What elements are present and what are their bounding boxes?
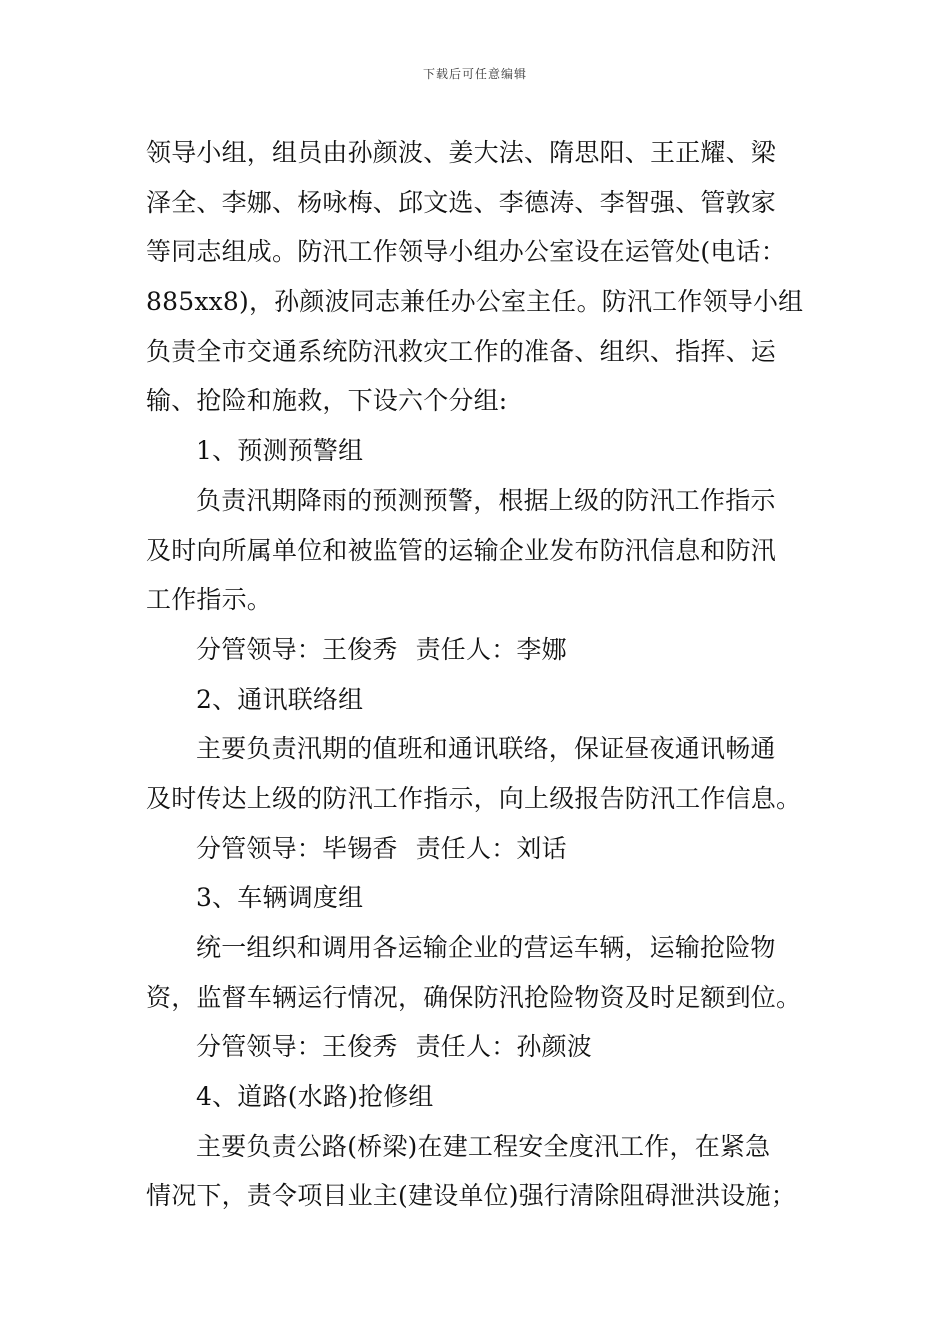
section-heading: 4、道路(水路)抢修组 (196, 1082, 434, 1112)
responsibility-line (146, 1022, 816, 1072)
paragraph-line: 资，监督车辆运行情况，确保防汛抢险物资及时足额到位。 (146, 982, 802, 1012)
leader-label: 分管领导：王俊秀 (196, 1032, 398, 1062)
section-heading: 3、车辆调度组 (196, 883, 364, 913)
owner-label: 责任人：刘话 (415, 833, 567, 863)
paragraph-line: 及时传达上级的防汛工作指示，向上级报告防汛工作信息。 (146, 783, 802, 813)
paragraph-line: 及时向所属单位和被监管的运输企业发布防汛信息和防汛 (146, 535, 777, 565)
responsibility-line (146, 824, 816, 874)
paragraph-line: 等同志组成。防汛工作领导小组办公室设在运管处(电话： (146, 237, 786, 267)
paragraph-line: 主要负责汛期的值班和通讯联络，保证昼夜通讯畅通 (196, 734, 776, 764)
paragraph-line: 工作指示。 (146, 585, 273, 615)
paragraph-line: 负责汛期降雨的预测预警，根据上级的防汛工作指示 (196, 485, 776, 515)
section-heading: 1、预测预警组 (196, 436, 364, 466)
paragraph-line: 统一组织和调用各运输企业的营运车辆，运输抢险物 (196, 933, 776, 962)
leader-label: 分管领导：王俊秀 (196, 634, 398, 664)
section-heading: 2、通讯联络组 (196, 684, 364, 714)
leader-label: 分管领导：毕锡香 (196, 833, 398, 863)
paragraph-line: 泽全、李娜、杨咏梅、邱文选、李德涛、李智强、管敦家 (146, 187, 777, 217)
paragraph-line: 情况下，责令项目业主(建设单位)强行清除阻碍泄洪设施； (146, 1181, 796, 1211)
paragraph-line: 负责全市交通系统防汛救灾工作的准备、组织、指挥、运 (146, 336, 777, 366)
responsibility-line (146, 625, 816, 675)
paragraph-line: 领导小组，组员由孙颜波、姜大法、隋思阳、王正耀、梁 (146, 138, 777, 167)
paragraph-line: 主要负责公路(桥梁)在建工程安全度汛工作，在紧急 (196, 1131, 771, 1161)
document-body (146, 128, 816, 1221)
paragraph-line: 输、抢险和施救，下设六个分组: (146, 386, 508, 416)
owner-label: 责任人：李娜 (415, 634, 567, 664)
header-note: 下载后可任意编辑 (422, 67, 527, 81)
owner-label: 责任人：孙颜波 (415, 1032, 593, 1062)
paragraph-line: 885xx8)，孙颜波同志兼任办公室主任。防汛工作领导小组 (146, 287, 804, 317)
